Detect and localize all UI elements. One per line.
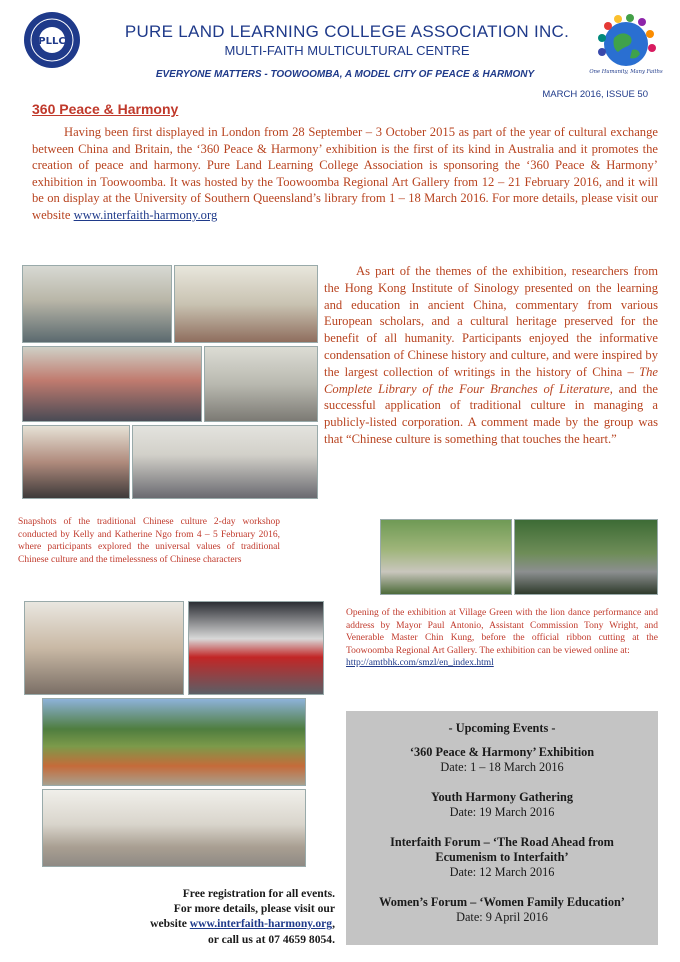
organization-title: PURE LAND LEARNING COLLEGE ASSOCIATION INC. — [124, 22, 570, 41]
gallery-interior-photo — [42, 789, 306, 867]
website-prefix: website — [150, 917, 190, 931]
exhibition-paragraph — [324, 263, 658, 448]
website-link[interactable]: www.interfaith-harmony.org — [73, 207, 218, 222]
event-item — [346, 835, 658, 880]
ribbon-cutting-photo — [188, 601, 324, 695]
participants-group-photo — [132, 425, 318, 499]
audience-photo — [514, 519, 658, 595]
exhibition-text-a: As part of the themes of the exhibition, researchers from the Hong Kong Institute of Sinology presented on the learning and education in ancient China, commentary from various European scholars, and a cultural heritage preserved for the benefit of all humanity. Participants enjoyed the informative condensation of Chinese history and culture, and were inspired by the largest collection of writings in the history of China – — [324, 264, 658, 379]
online-exhibition-link[interactable]: http://amtbhk.com/smzl/en_index.html — [346, 658, 494, 669]
registration-line: Free registration for all events. — [182, 887, 335, 900]
event-item — [346, 745, 658, 775]
opening-caption-text: Opening of the exhibition at Village Green with the lion dance performance and address by Mayor Paul Antonio, Assistant Commission Tony Wright, and Venerable Master Chin Kung, before the official ribbon cutting at the Toowoomba Regional Art Gallery. The exhibition can be viewed online at: — [346, 608, 658, 656]
workshop-photo-1 — [22, 265, 172, 343]
event-item — [346, 895, 658, 925]
event-date: Date: 9 April 2016 — [456, 910, 548, 924]
issue-date: MARCH 2016, ISSUE 50 — [542, 89, 648, 100]
article-title: 360 Peace & Harmony — [32, 101, 179, 117]
lion-dance-photo — [380, 519, 512, 595]
exhibition-visit-photo — [24, 601, 184, 695]
exhibition-text-b: , and the successful application of traditional culture in managing a publicly-listed corporation. A comment made by the group was that “Chinese culture is something that touches the heart.” — [324, 381, 659, 446]
event-date: Date: 12 March 2016 — [449, 865, 555, 879]
intro-paragraph — [32, 124, 658, 224]
event-date: Date: 1 – 18 March 2016 — [440, 760, 564, 774]
workshop-photo-3 — [204, 346, 318, 422]
opening-caption — [346, 607, 658, 670]
library-title: The Complete Library of the Four Branches of Literature — [324, 364, 658, 396]
footer-website-link[interactable]: www.interfaith-harmony.org — [189, 917, 333, 931]
event-name: Women’s Forum – ‘Women Family Education’ — [379, 895, 625, 909]
event-name: Interfaith Forum – ‘The Road Ahead from Ecumenism to Interfaith’ — [390, 835, 614, 864]
website-suffix: , — [332, 917, 335, 931]
details-line: For more details, please visit our — [173, 902, 335, 916]
globe-logo — [589, 12, 663, 76]
intro-text: Having been first displayed in London from 28 September – 3 October 2015 as part of the year of cultural exchange between China and Britain, the ‘360 Peace & Harmony’ exhibition is the first of its kind in Australia and it promotes the creation of peace and harmony. Pure Land Learning College Association is sponsoring the ‘360 Peace & Harmony’ exhibition in Toowoomba. It was hosted by the Toowoomba Regional Art Gallery from 12 – 21 February 2016, and it will be on display at the University of Southern Queensland’s library from 1 – 18 March 2016. For more details, please visit our website — [32, 125, 658, 222]
registration-note — [110, 886, 335, 947]
globe-logo-motto: One Humanity, Many Faiths — [589, 69, 663, 75]
website-line — [110, 916, 335, 931]
logo-text: PLLC — [38, 36, 66, 47]
event-date: Date: 19 March 2016 — [449, 805, 555, 819]
tagline: EVERYONE MATTERS - TOOWOOMBA, A MODEL CITY OF PEACE & HARMONY — [155, 69, 535, 80]
village-green-photo — [42, 698, 306, 786]
workshop-photo-4 — [22, 425, 130, 499]
college-logo — [24, 12, 80, 68]
workshop-group-photo — [22, 346, 202, 422]
workshop-caption: Snapshots of the traditional Chinese culture 2-day workshop conducted by Kelly and Katherine Ngo from 4 – 5 February 2016, where participants explored the universal values of traditional Chinese culture and the timelessness of Chinese characters — [18, 517, 280, 565]
workshop-photo-2 — [174, 265, 318, 343]
event-name: ‘360 Peace & Harmony’ Exhibition — [409, 745, 595, 759]
event-item — [346, 790, 658, 820]
phone-line: or call us at 07 4659 8054. — [208, 932, 335, 946]
events-heading: - Upcoming Events - — [448, 721, 556, 735]
event-name: Youth Harmony Gathering — [430, 790, 574, 804]
organization-subtitle: MULTI-FAITH MULTICULTURAL CENTRE — [224, 43, 470, 58]
upcoming-events-box — [346, 711, 658, 945]
